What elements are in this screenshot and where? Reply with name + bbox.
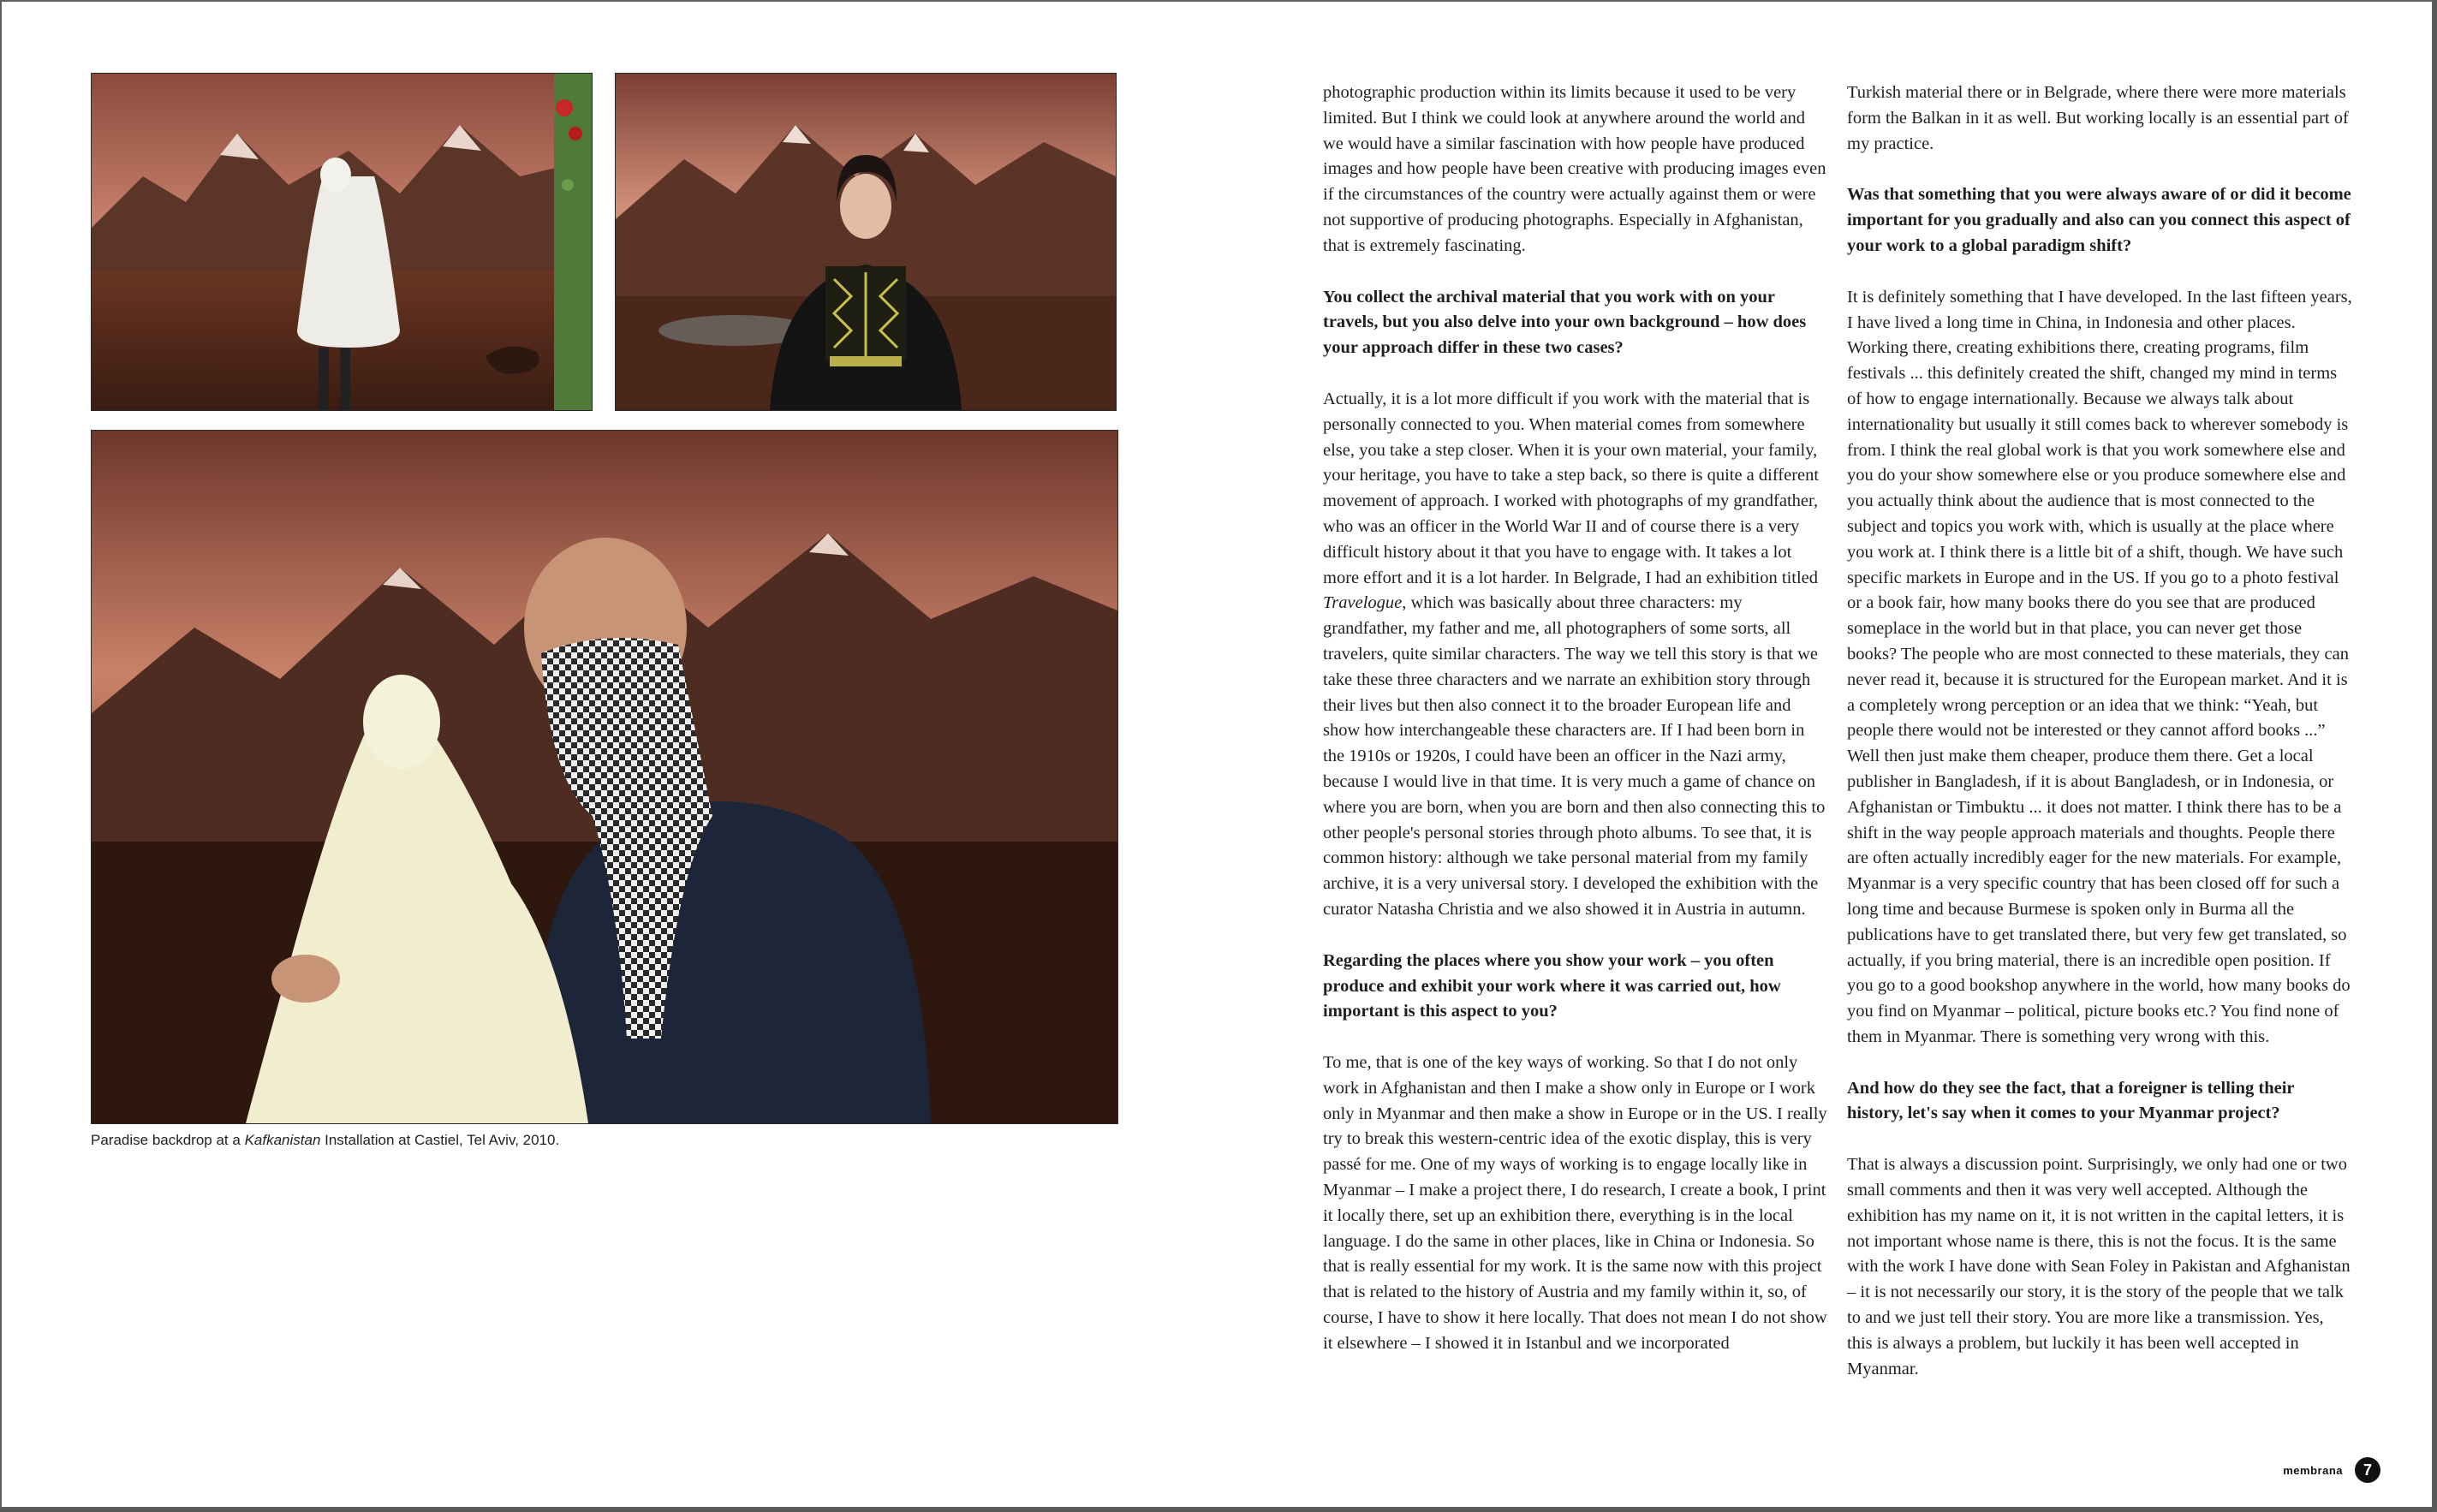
page-footer <box>2283 1457 2380 1483</box>
magazine-brand: membrana <box>2283 1463 2343 1477</box>
interview-question: And how do they see the fact, that a foreigner is telling their history, let's say when it comes to your Myanmar project? <box>1847 1078 2295 1123</box>
photo-veiled-figure-image <box>92 74 592 410</box>
interview-question: Regarding the places where you show your work – you often produce and exhibit your work where it was carried out, how important is this aspect to you? <box>1323 950 1781 1021</box>
paragraph: Turkish material there or in Belgrade, where there were more materials form the Balkan in it as well. But working locally is an essential part of my practice. <box>1847 83 2349 153</box>
paragraph <box>1323 387 1828 923</box>
text-column-2 <box>1847 80 2352 1408</box>
paragraph-text: Actually, it is a lot more difficult if you work with the material that is personally connected to you. When material comes from somewhere else, you take a step closer. When it is your own material, your family, your heritage, you have to take a step back, so there is quite a different movement of approach. I worked with photographs of my grandfather, who was an officer in the World War II and of course there is a very difficult history about it that you have to engage with. It takes a lot more effort and it is a lot harder. In Belgrade, I had an exhibition titled <box>1323 389 1820 587</box>
paragraph: That is always a discussion point. Surprisingly, we only had one or two small comments and then it was very well accepted. Although the exhibition has my name on it, it is not written in the capital letters, it is not important whose name is there, this is not the focus. It is the same with the work I have done with Sean Foley in Pakistan and Afghanistan – it is not necessarily our story, it is the story of the people that we talk to and we just tell their story. You are more like a transmission. Yes, this is always a problem, but luckily it has been well accepted in Myanmar. <box>1847 1155 2351 1378</box>
page-number: 7 <box>2355 1457 2380 1483</box>
photo-woman-image <box>616 74 1116 410</box>
paragraph: To me, that is one of the key ways of working. So that I do not only work in Afghanistan and then I make a show only in Europe or I work only in Myanmar and then make a show in Europe or in the US. I really try to break this western-centric idea of the exotic display, this is very passé for me. One of my ways of working is to engage locally like in Myanmar – I make a project there, I do research, I create a book, I print it locally there, set up an exhibition there, everything is in the local language. I do the same in other places, like in China or Indonesia. So that is really essential for my work. It is the same now with this project that is related to the history of Austria and my family within it, so, of course, I have to show it here locally. That does not mean I do not show it elsewhere – I showed it in Istanbul and we incorporated <box>1323 1053 1827 1353</box>
photo-masked-man-and-veiled-figure <box>91 430 1118 1124</box>
paragraph-text: , which was basically about three characters: my grandfather, my father and me, all photographers of some sorts, all travelers, quite similar characters. The way we tell this story is that we take these three characters and we narrate an exhibition story through their lives but then also connect it to the broader European life and show how interchangeable these characters are. If I had been born in the 1910s or 1920s, I could have been an officer in the Nazi army, because I would live in that time. It is very much a game of chance on where you are born, when you are born and then also connecting this to other people's personal stories through photo albums. To see that, it is common history: although we take personal material from my family archive, it is a very universal story. I developed the exhibition with the curator Natasha Christia and we also showed it in Austria in autumn. <box>1323 593 1826 919</box>
interview-question: Was that something that you were always aware of or did it become important for you gradually and also can you connect this aspect of your work to a global paradigm shift? <box>1847 185 2351 255</box>
photo-woman-embroidered-dress <box>615 73 1117 411</box>
caption-text-after: Installation at Castiel, Tel Aviv, 2010. <box>320 1132 560 1148</box>
interview-question: You collect the archival material that you work with on your travels, but you also delve into your own background – how does your approach differ in these two cases? <box>1323 287 1807 358</box>
text-column-1 <box>1323 80 1828 1383</box>
paragraph: photographic production within its limits because it used to be very limited. But I think we could look at anywhere around the world and we would have a similar fascination with how people have produced images and how people have been creative with producing images even if the circumstances of the country were actually against them or were not supportive of producing photographs. Especially in Afghanistan, that is extremely fascinating. <box>1323 83 1826 255</box>
photo-caption <box>91 1132 1117 1149</box>
caption-installation-name: Kafkanistan <box>244 1132 321 1148</box>
paragraph: It is definitely something that I have developed. In the last fifteen years, I have lived a long time in China, in Indonesia and other places. Working there, creating exhibitions there, creating programs, film festivals ... this definitely created the shift, changed my mind in terms of how to engage internationally. Because we always talk about internationality but usually it still comes back to wherever somebody is from. I think the real global work is that you work somewhere else and you do your show somewhere else or you produce somewhere else and you actually think about the audience that is most connected to the subject and topics you work with, which is usually at the place where you work at. I think there is a little bit of a shift, though. We have such specific markets in Europe and in the US. If you go to a photo festival or a book fair, how many books there do you see that are produced someplace in the world but in that place, you can never get those books? The people who are most connected to these materials, they can never read it, because it is structured for the European market. And it is a completely wrong perception or an idea that we think: “Yeah, but people there would not be interested or they cannot afford books ...” Well then just make them cheaper, produce them there. Get a local publisher in Bangladesh, if it is about Bangladesh, or in Indonesia, or Afghanistan or Timbuktu ... it does not matter. I think there has to be a shift in the way people approach materials and thoughts. People there are often actually incredibly eager for the new materials. For example, Myanmar is a very specific country that has been closed off for such a long time and because Burmese is spoken only in Burma all the publications have to get translated there, but very few get translated, so actually, if you bring material, there is an incredible open position. If you go to a good bookshop anywhere in the world, how many books do you find on Myanmar – political, picture books etc.? You find none of them in Myanmar. There is something very wrong with this. <box>1847 287 2352 1046</box>
photo-veiled-figure <box>91 73 593 411</box>
caption-text-before: Paradise backdrop at a <box>91 1132 245 1148</box>
photo-masked-man-image <box>92 431 1117 1123</box>
exhibition-title: Travelogue <box>1323 593 1403 613</box>
